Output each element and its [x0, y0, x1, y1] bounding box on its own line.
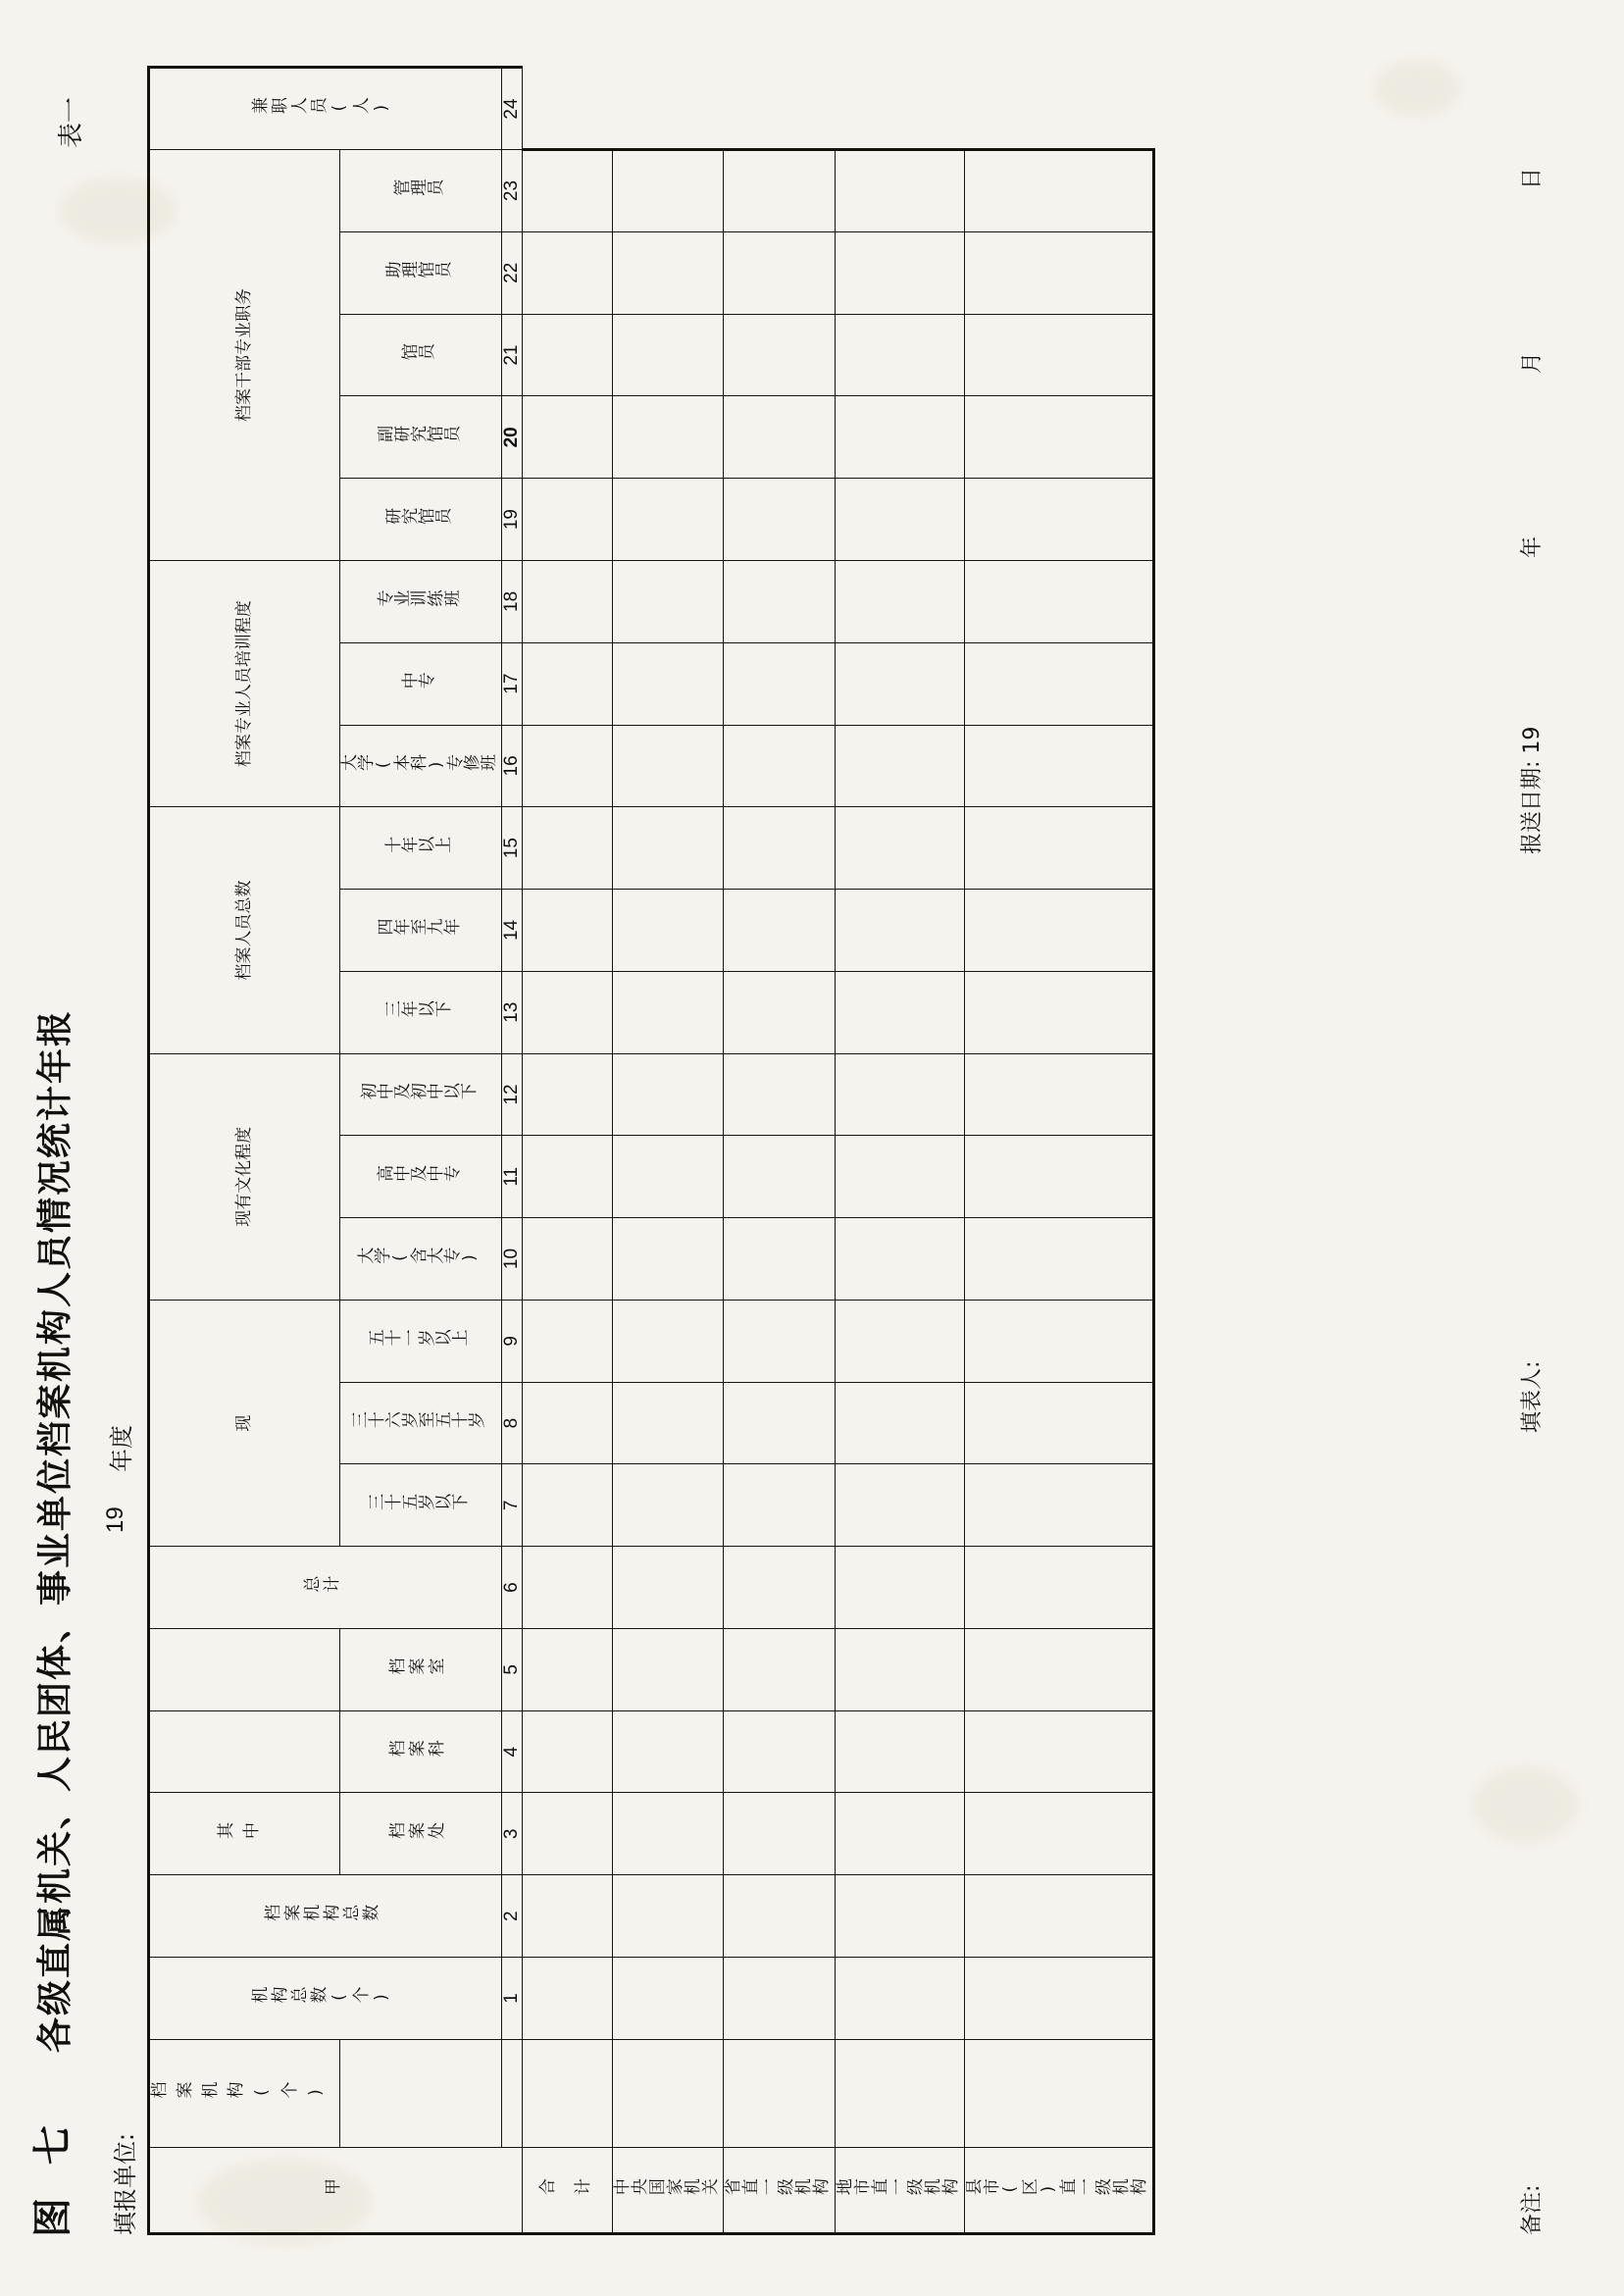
row-label-total: 合 计	[522, 2148, 612, 2234]
group-among-which: 其中	[149, 1793, 340, 1875]
cell[interactable]	[965, 1958, 1154, 2040]
cell[interactable]	[965, 314, 1154, 396]
cell[interactable]	[965, 890, 1154, 972]
cell[interactable]	[836, 1382, 965, 1464]
group-present-age: 现	[149, 1300, 340, 1546]
col-number-8: 8	[501, 1382, 522, 1464]
cell[interactable]	[612, 2039, 724, 2147]
cell[interactable]	[612, 807, 724, 890]
cell[interactable]	[836, 1710, 965, 1793]
row-label-prefecture-level: 地市直一级机构	[836, 2148, 965, 2234]
cell[interactable]	[965, 231, 1154, 314]
table-row	[965, 68, 1154, 2234]
group-header-row	[149, 68, 340, 2234]
cell[interactable]	[724, 642, 836, 725]
remark-label: 备注:	[1520, 2184, 1545, 2235]
cell[interactable]	[612, 642, 724, 725]
col-number-20: 20	[501, 396, 522, 479]
cell[interactable]	[522, 642, 612, 725]
cell[interactable]	[724, 314, 836, 396]
cell[interactable]	[724, 1547, 836, 1629]
cell[interactable]	[965, 1793, 1154, 1875]
cell[interactable]	[522, 560, 612, 642]
cell[interactable]	[612, 1300, 724, 1382]
cell[interactable]	[522, 1464, 612, 1547]
col-number-16: 16	[501, 725, 522, 807]
cell[interactable]	[612, 479, 724, 561]
cell[interactable]	[612, 1053, 724, 1136]
cell[interactable]	[965, 2039, 1154, 2147]
table-number: 表一	[57, 96, 86, 148]
cell[interactable]	[836, 560, 965, 642]
cell[interactable]	[965, 1710, 1154, 1793]
group-work-years: 档案人员总数	[149, 807, 340, 1053]
col-title-15: 十年以上	[339, 807, 501, 890]
col-number-6: 6	[501, 1547, 522, 1629]
cell[interactable]	[522, 231, 612, 314]
cell[interactable]	[836, 314, 965, 396]
page-title: 各级直属机关、人民团体、事业单位档案机构人员情况统计年报	[35, 1008, 76, 2053]
col-title-16: 大学(本科)专修班	[339, 725, 501, 807]
cell[interactable]	[522, 1218, 612, 1301]
cell[interactable]	[724, 1628, 836, 1710]
col-title-20: 副研究馆员	[339, 396, 501, 479]
col-title-2: 档案机构总数	[149, 1875, 502, 1958]
cell[interactable]	[612, 396, 724, 479]
group-org-count: 档案机构(个)	[149, 2039, 340, 2147]
submit-date-day: 日	[1520, 167, 1545, 189]
group-among-which-c	[149, 1628, 340, 1710]
cell[interactable]	[965, 725, 1154, 807]
cell[interactable]	[724, 725, 836, 807]
col-number-4: 4	[501, 1710, 522, 1793]
col-title-3: 档案处	[339, 1793, 501, 1875]
col-title-14: 四年至九年	[339, 890, 501, 972]
cell[interactable]	[522, 1875, 612, 1958]
cell[interactable]	[522, 314, 612, 396]
cell[interactable]	[836, 1300, 965, 1382]
col-number-1: 1	[501, 1958, 522, 2040]
cell[interactable]	[612, 1958, 724, 2040]
col-number-21: 21	[501, 314, 522, 396]
cell[interactable]	[965, 1136, 1154, 1218]
cell[interactable]	[522, 725, 612, 807]
col-title-19: 研究馆员	[339, 479, 501, 561]
col-title-4: 档案科	[339, 1710, 501, 1793]
cell[interactable]	[724, 1218, 836, 1301]
filler-label: 填表人:	[1520, 1360, 1545, 1433]
cell[interactable]	[965, 1547, 1154, 1629]
cell[interactable]	[965, 560, 1154, 642]
col-title-17: 中专	[339, 642, 501, 725]
cell[interactable]	[724, 1464, 836, 1547]
cell[interactable]	[724, 1382, 836, 1464]
cell[interactable]	[836, 1218, 965, 1301]
cell[interactable]	[522, 807, 612, 890]
cell[interactable]	[612, 1875, 724, 1958]
col-title-13: 三年以下	[339, 971, 501, 1053]
col-number-spacer	[501, 2039, 522, 2147]
col-title-22: 助理馆员	[339, 231, 501, 314]
cell[interactable]	[724, 479, 836, 561]
cell[interactable]	[965, 1382, 1154, 1464]
col-title-12: 初中及初中以下	[339, 1053, 501, 1136]
figure-label: 图 七	[30, 2116, 76, 2237]
table-row	[724, 68, 836, 2234]
cell[interactable]	[612, 1710, 724, 1793]
cell[interactable]	[836, 971, 965, 1053]
col-title-5: 档案室	[339, 1628, 501, 1710]
cell[interactable]	[612, 1382, 724, 1464]
cell[interactable]	[965, 807, 1154, 890]
cell[interactable]	[724, 231, 836, 314]
cell[interactable]	[724, 1136, 836, 1218]
cell[interactable]	[724, 1958, 836, 2040]
col-title-6: 总计	[149, 1547, 502, 1629]
cell[interactable]	[836, 807, 965, 890]
cell[interactable]	[836, 1793, 965, 1875]
reporting-unit-label: 填报单位:	[112, 2132, 139, 2235]
cell[interactable]	[965, 396, 1154, 479]
cell[interactable]	[965, 1464, 1154, 1547]
cell[interactable]	[522, 150, 612, 232]
row-label-county-level: 县市(区)直一级机构	[965, 2148, 1154, 2234]
cell[interactable]	[612, 560, 724, 642]
col-title-7: 三十五岁以下	[339, 1464, 501, 1547]
cell[interactable]	[836, 642, 965, 725]
cell[interactable]	[965, 150, 1154, 232]
cell[interactable]	[965, 1628, 1154, 1710]
submit-date-year: 年	[1520, 536, 1545, 558]
col-title-1: 机构总数(个)	[149, 1958, 502, 2040]
cell[interactable]	[522, 890, 612, 972]
col-number-7: 7	[501, 1464, 522, 1547]
cell[interactable]	[522, 396, 612, 479]
cell[interactable]	[724, 560, 836, 642]
cell[interactable]	[522, 1628, 612, 1710]
cell[interactable]	[522, 479, 612, 561]
col-number-24: 24	[501, 68, 522, 150]
cell[interactable]	[724, 807, 836, 890]
cell[interactable]	[836, 1136, 965, 1218]
row-label-central-state-organs: 中央国家机关	[612, 2148, 724, 2234]
col-number-2: 2	[501, 1875, 522, 1958]
col-number-11: 11	[501, 1136, 522, 1218]
row-header-label: 甲	[323, 2179, 343, 2200]
cell[interactable]	[836, 1958, 965, 2040]
col-title-9: 五十一岁以上	[339, 1300, 501, 1382]
cell[interactable]	[965, 479, 1154, 561]
cell[interactable]	[724, 150, 836, 232]
cell[interactable]	[612, 231, 724, 314]
cell[interactable]	[522, 1382, 612, 1464]
col-number-3: 3	[501, 1793, 522, 1875]
cell[interactable]	[612, 1136, 724, 1218]
cell[interactable]	[836, 1875, 965, 1958]
cell[interactable]	[965, 1053, 1154, 1136]
col-number-5: 5	[501, 1628, 522, 1710]
cell[interactable]	[612, 150, 724, 232]
col-title-10: 大学(含大专)	[339, 1218, 501, 1301]
col-number-19: 19	[501, 479, 522, 561]
col-number-row	[501, 68, 522, 2234]
group-org-count-sub	[339, 2039, 501, 2147]
col-number-12: 12	[501, 1053, 522, 1136]
cell[interactable]	[836, 2039, 965, 2147]
col-number-23: 23	[501, 150, 522, 232]
col-title-11: 高中及中专	[339, 1136, 501, 1218]
cell[interactable]	[522, 2039, 612, 2147]
row-label-provincial-level: 省直一级机构	[724, 2148, 836, 2234]
cell[interactable]	[965, 1300, 1154, 1382]
cell[interactable]	[965, 642, 1154, 725]
cell[interactable]	[836, 150, 965, 232]
statistics-table	[147, 66, 1155, 2235]
cell[interactable]	[612, 890, 724, 972]
cell[interactable]	[522, 1547, 612, 1629]
col-number-14: 14	[501, 890, 522, 972]
cell[interactable]	[724, 1710, 836, 1793]
cell[interactable]	[836, 1053, 965, 1136]
cell[interactable]	[724, 971, 836, 1053]
col-title-23: 管理员	[339, 150, 501, 232]
col-title-8: 三十六岁至五十岁	[339, 1382, 501, 1464]
cell[interactable]	[612, 1218, 724, 1301]
cell[interactable]	[522, 1053, 612, 1136]
cell[interactable]	[836, 1547, 965, 1629]
cell[interactable]	[612, 1464, 724, 1547]
group-parttime: 兼职人员(人)	[149, 68, 502, 150]
cell[interactable]	[612, 971, 724, 1053]
cell[interactable]	[612, 1793, 724, 1875]
cell[interactable]	[522, 1136, 612, 1218]
cell[interactable]	[836, 396, 965, 479]
col-number-9: 9	[501, 1300, 522, 1382]
submit-date-label: 报送日期: 19	[1520, 726, 1545, 854]
cell[interactable]	[836, 725, 965, 807]
table-row	[522, 68, 612, 2234]
col-number-18: 18	[501, 560, 522, 642]
col-number-10: 10	[501, 1218, 522, 1301]
group-training: 档案专业人员培训程度	[149, 560, 340, 806]
cell[interactable]	[965, 971, 1154, 1053]
cell[interactable]	[965, 1875, 1154, 1958]
group-professional-post: 档案干部专业职务	[149, 150, 340, 561]
cell[interactable]	[612, 314, 724, 396]
cell[interactable]	[836, 1628, 965, 1710]
col-title-21: 馆员	[339, 314, 501, 396]
col-number-13: 13	[501, 971, 522, 1053]
group-culture-level: 现有文化程度	[149, 1053, 340, 1300]
cell[interactable]	[522, 1793, 612, 1875]
col-number-22: 22	[501, 231, 522, 314]
corner-cell	[149, 2148, 523, 2234]
cell[interactable]	[836, 231, 965, 314]
cell[interactable]	[724, 2039, 836, 2147]
cell[interactable]	[724, 1300, 836, 1382]
cell[interactable]	[724, 1793, 836, 1875]
cell[interactable]	[522, 1710, 612, 1793]
cell[interactable]	[836, 479, 965, 561]
cell[interactable]	[724, 890, 836, 972]
year-prefix: 19	[102, 1506, 128, 1533]
cell[interactable]	[724, 1875, 836, 1958]
cell[interactable]	[965, 1218, 1154, 1301]
cell[interactable]	[836, 890, 965, 972]
group-among-which-b	[149, 1710, 340, 1793]
col-number-15: 15	[501, 807, 522, 890]
col-number-17: 17	[501, 642, 522, 725]
cell[interactable]	[836, 1464, 965, 1547]
table-row	[612, 68, 724, 2234]
submit-date-month: 月	[1520, 351, 1545, 374]
year-suffix: 年度	[108, 1425, 135, 1472]
cell[interactable]	[522, 971, 612, 1053]
cell[interactable]	[522, 1300, 612, 1382]
col-title-18: 专业训练班	[339, 560, 501, 642]
cell[interactable]	[724, 1053, 836, 1136]
cell[interactable]	[522, 1958, 612, 2040]
cell[interactable]	[612, 725, 724, 807]
cell[interactable]	[612, 1547, 724, 1629]
cell[interactable]	[612, 1628, 724, 1710]
table-row	[836, 68, 965, 2234]
cell[interactable]	[724, 396, 836, 479]
